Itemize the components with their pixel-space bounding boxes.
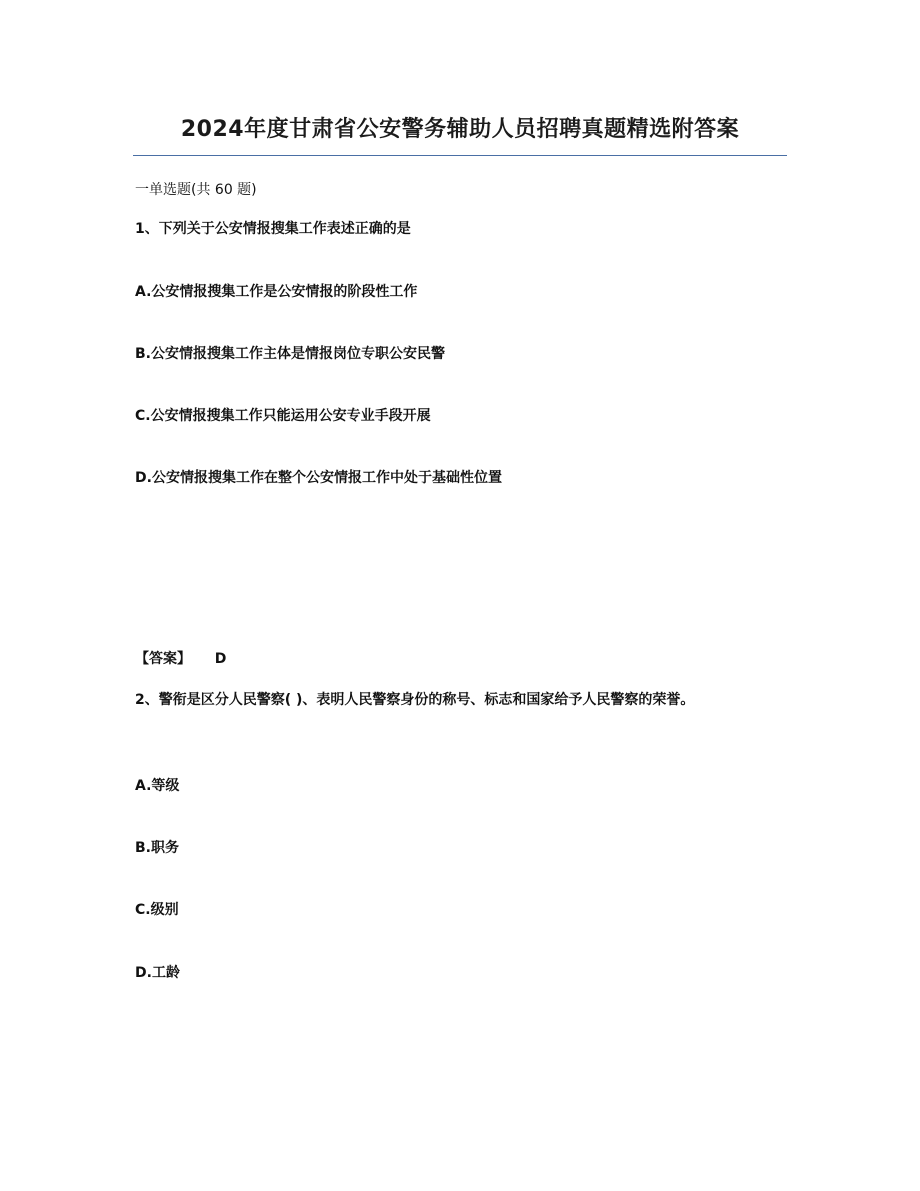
question-2-option-b: B.职务 [135,840,179,856]
title-divider [133,155,787,156]
question-2-option-d: D.工龄 [135,965,180,981]
question-2-stem: 2、警衔是区分人民警察( )、表明人民警察身份的称号、标志和国家给予人民警察的荣誉。 [135,692,695,708]
question-1-stem: 1、下列关于公安情报搜集工作表述正确的是 [135,221,411,237]
question-1-answer [135,648,226,670]
document-title: 2024年度甘肃省公安警务辅助人员招聘真题精选附答案 [180,117,740,142]
question-2-option-a: A.等级 [135,778,180,794]
question-2-option-c: C.级别 [135,902,179,918]
question-1-option-b: B.公安情报搜集工作主体是情报岗位专职公安民警 [135,346,445,362]
question-1-option-c: C.公安情报搜集工作只能运用公安专业手段开展 [135,408,431,424]
answer-value: D [214,651,227,667]
answer-label: 【答案】 [135,651,191,667]
question-1-option-d: D.公安情报搜集工作在整个公安情报工作中处于基础性位置 [135,470,502,486]
question-1-option-a: A.公安情报搜集工作是公安情报的阶段性工作 [135,284,418,300]
section-heading: 一单选题(共 60 题) [135,182,257,198]
